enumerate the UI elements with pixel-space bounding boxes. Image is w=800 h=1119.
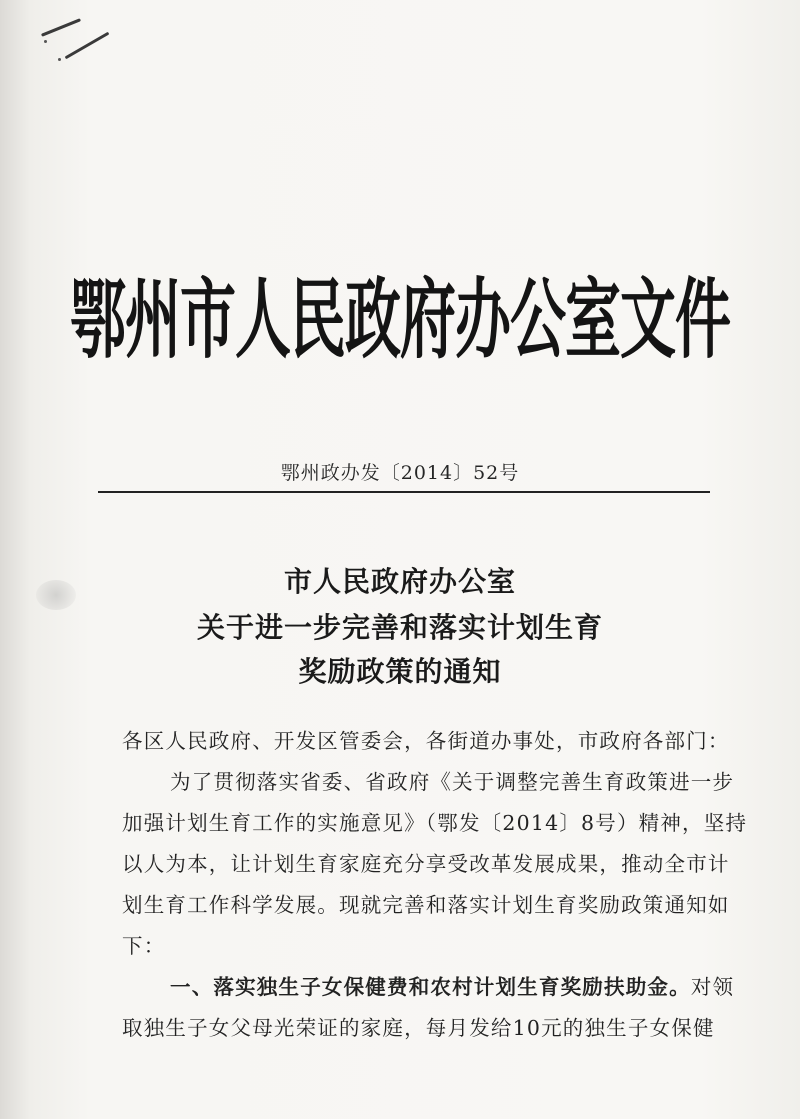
body-text-line: 为了贯彻落实省委、省政府《关于调整完善生育政策进一步 (170, 770, 735, 794)
header-divider (98, 491, 710, 493)
header-title: 鄂州市人民政府办公室文件 (70, 270, 730, 372)
notice-title-line: 奖励政策的通知 (298, 655, 502, 688)
section-1-text: 对领 (690, 975, 735, 999)
body-text-line: 取独生子女父母光荣证的家庭，每月发给10元的独生子女保健 (122, 1016, 715, 1040)
body-text-line: 划生育工作科学发展。现就完善和落实计划生育奖励政策通知如 (122, 893, 730, 917)
salutation: 各区人民政府、开发区管委会，各街道办事处，市政府各部门： (122, 729, 730, 753)
notice-title-line: 市人民政府办公室 (283, 565, 516, 598)
section-1-line (170, 970, 734, 1000)
staple-mark (41, 18, 81, 37)
notice-title-line: 关于进一步完善和落实计划生育 (196, 611, 603, 644)
section-1-heading: 一、落实独生子女保健费和农村计划生育奖励扶助金。 (170, 975, 691, 999)
body-text-line: 以人为本，让计划生育家庭充分享受改革发展成果，推动全市计 (122, 852, 730, 876)
body-text-line: 下： (122, 934, 166, 958)
staple-mark (65, 32, 110, 60)
document-number: 鄂州政办发〔2014〕52号 (280, 462, 520, 484)
scan-speck (58, 58, 61, 61)
body-text-line: 加强计划生育工作的实施意见》（鄂发〔2014〕8号）精神，坚持 (122, 811, 748, 835)
scan-speck (44, 40, 47, 43)
